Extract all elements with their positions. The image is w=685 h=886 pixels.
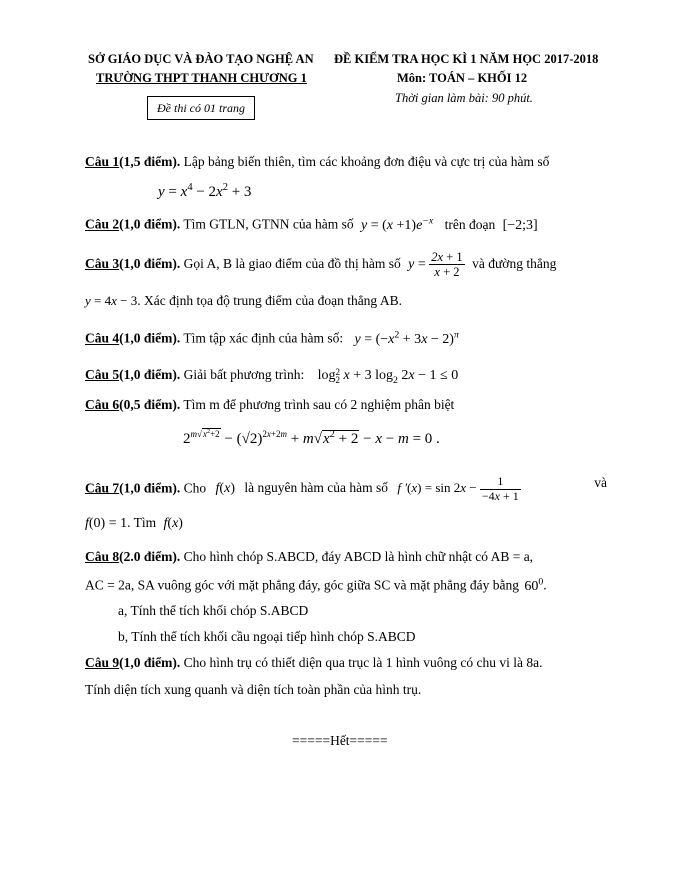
question-label: Câu 3	[85, 256, 120, 272]
question-points: (0,5 điểm).	[119, 397, 181, 412]
school-name: TRƯỜNG THPT THANH CHƯƠNG 1	[96, 71, 307, 85]
formula-q2: $y = (x +1)e^{-x}$	[361, 215, 434, 233]
question-text: Tìm m để phương trình sau có 2 nghiệm phân biệt	[180, 397, 455, 412]
question-text: Giải bất phương trình:	[180, 367, 305, 382]
question-text: . Xác định tọa độ trung điểm của đoạn thẳng AB.	[137, 293, 402, 308]
question-4	[85, 329, 459, 348]
question-6	[85, 397, 454, 413]
question-text: Lập bảng biến thiên, tìm các khoảng đơn điệu và cực trị của hàm số	[180, 154, 550, 169]
question-9	[85, 655, 542, 671]
exam-title: ĐỀ KIỂM TRA HỌC KÌ 1 NĂM HỌC 2017-2018	[334, 52, 599, 66]
question-label: Câu 1	[85, 154, 120, 169]
question-8-part-b: b, Tính thể tích khối cầu ngoại tiếp hình chóp S.ABCD	[118, 629, 416, 644]
question-points: (1,0 điểm).	[119, 367, 181, 382]
question-text: AC = 2a, SA vuông góc với mặt phẳng đáy, góc giữa SC và mặt phẳng đáy bằng	[85, 577, 520, 593]
end-marker: =====Hết=====	[292, 733, 388, 748]
question-5	[85, 367, 458, 386]
question-label: Câu 9	[85, 655, 120, 670]
question-1	[85, 154, 549, 170]
formula-q5: log 2 2 x + 3 $\log_2 2x - 1 \le 0$	[317, 366, 459, 386]
formula-q3: y = $\frac{2x + 1}{x + 2}$	[408, 250, 463, 280]
exam-subject: Môn: TOÁN – KHỐI 12	[397, 71, 528, 85]
question-points: (1,0 điểm).	[119, 480, 181, 496]
question-text-after: trên đoạn	[444, 216, 496, 232]
question-8-line-2: AC = 2a, SA vuông góc với mặt phẳng đáy, góc giữa SC và mặt phẳng đáy bằng $60^0$.	[85, 576, 547, 594]
formula-q1: $y = x^4 - 2x^2 + 3$	[158, 182, 252, 200]
formula-q3-line: y = 4x − 3	[85, 293, 138, 308]
question-points: (2.0 điểm).	[119, 549, 181, 564]
question-text: Cho hình trụ có thiết diện qua trục là 1 hình vuông có chu vi là 8a.	[180, 655, 543, 670]
question-points: (1,0 điểm).	[119, 256, 181, 272]
formula-q7-f: f(x)	[215, 481, 235, 497]
question-text: Tìm tập xác định của hàm số:	[180, 330, 344, 346]
department-name: SỞ GIÁO DỤC VÀ ĐÀO TẠO NGHỆ AN	[88, 52, 314, 66]
formula-q6: $2^{m√x^2+2} - (√2)^{2x+2m} + m√x^2 + 2 - x - m = 0$ .	[183, 428, 440, 447]
question-points: (1,0 điểm).	[119, 655, 181, 670]
formula-q7-derivative: f ′(x) = sin 2x − $\frac{1}{-4x + 1}$	[397, 474, 519, 503]
formula-q4: $y = (-x^2 + 3x - 2)^\pi$	[354, 329, 459, 347]
question-3	[85, 250, 556, 280]
question-points: (1,0 điểm).	[119, 330, 181, 346]
page-note: Đề thi có 01 trang	[157, 101, 245, 115]
question-label: Câu 2	[85, 216, 120, 232]
question-text: . Tìm	[127, 515, 157, 530]
question-text-after: và đường thẳng	[472, 256, 557, 272]
angle-value: $60^0$	[524, 576, 544, 594]
question-label: Câu 6	[85, 397, 120, 412]
formula-q7-initial: f(0) = 1	[85, 516, 128, 531]
question-2	[85, 215, 538, 234]
question-text: Gọi A, B là giao điểm của đồ thị hàm số	[180, 256, 401, 272]
page-note-box	[147, 96, 255, 120]
formula-q7-target: f(x)	[163, 516, 183, 531]
interval-q2: [−2;3]	[502, 217, 538, 233]
question-text-after: và	[594, 475, 607, 490]
question-text: Tìm GTLN, GTNN của hàm số	[180, 216, 354, 232]
question-points: (1,0 điểm).	[119, 216, 181, 232]
question-8	[85, 549, 533, 565]
question-points: (1,5 điểm).	[119, 154, 181, 169]
exam-duration: Thời gian làm bài: 90 phút.	[395, 91, 533, 105]
question-9-line-2: Tính diện tích xung quanh và diện tích toàn phần của hình trụ.	[85, 682, 422, 697]
question-label: Câu 5	[85, 367, 120, 382]
question-8-part-a: a, Tính thể tích khối chóp S.ABCD	[118, 603, 309, 618]
question-7-line-2	[85, 515, 183, 532]
question-text: Cho hình chóp S.ABCD, đáy ABCD là hình chữ nhật có AB = a,	[180, 549, 534, 564]
question-label: Câu 4	[85, 330, 120, 346]
question-text-mid: là nguyên hàm của hàm số	[244, 480, 388, 496]
question-3-line-2	[85, 293, 402, 309]
question-text: Cho	[180, 480, 207, 496]
question-label: Câu 8	[85, 549, 120, 564]
question-label: Câu 7	[85, 480, 120, 496]
question-7	[85, 475, 607, 504]
